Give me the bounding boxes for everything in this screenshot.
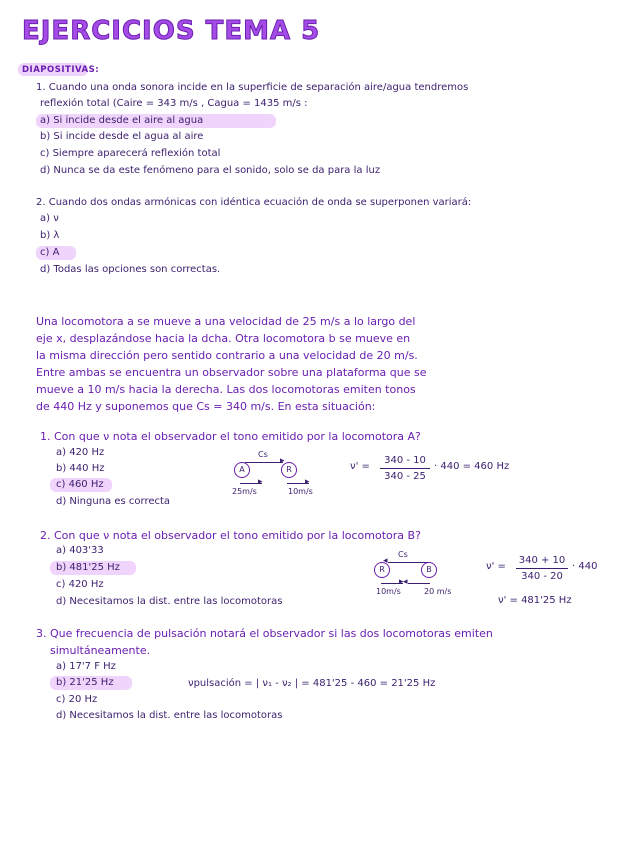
p1-question: 1. Con que ν nota el observador el tono emitido por la locomotora A? — [40, 430, 421, 443]
p1-cs-arrowhead-icon: ▸ — [280, 456, 285, 466]
p2-option-c: c) 420 Hz — [56, 579, 104, 590]
p1-formula-den: 340 - 25 — [384, 471, 426, 482]
q2-option-b: b) λ — [40, 230, 60, 241]
p2-option-d: d) Necesitamos la dist. entre las locomotoras — [56, 596, 283, 607]
p1-formula-num: 340 - 10 — [384, 455, 426, 466]
p1-option-a: a) 420 Hz — [56, 447, 105, 458]
p2-cs-label: Cs — [398, 550, 408, 559]
p3-option-d: d) Necesitamos la dist. entre las locomotoras — [56, 710, 283, 721]
problem-line-1: Una locomotora a se mueve a una velocidad de 25 m/s a lo largo del — [36, 315, 416, 328]
p2-formula-den: 340 - 20 — [521, 571, 563, 582]
p1-cs-arrow — [245, 462, 283, 463]
section-label: DIAPOSITIVAS: — [22, 65, 100, 75]
q1-line1: 1. Cuando una onda sonora incide en la superficie de separación aire/agua tendremos — [36, 82, 469, 93]
p2-vel-arrowhead-r-icon: ▸ — [399, 577, 404, 587]
q1-option-a: a) Si incide desde el aire al agua — [40, 115, 204, 126]
p2-cs-arrow — [388, 562, 428, 563]
problem-line-2: eje x, desplazándose hacia la dcha. Otra locomotora b se mueve en — [36, 332, 411, 345]
p1-vel-arrowhead-r-icon: ▸ — [305, 477, 310, 487]
p2-formula-bar — [516, 568, 568, 569]
p1-formula-bar — [380, 468, 430, 469]
p3-line1: 3. Que frecuencia de pulsación notará el observador si las dos locomotoras emiten — [36, 627, 493, 640]
q1-line2: reflexión total (Caire = 343 m/s , Cagua = 1435 m/s : — [40, 98, 308, 109]
p1-cs-label: Cs — [258, 450, 268, 459]
p3-option-c: c) 20 Hz — [56, 694, 98, 705]
p2-formula-result: ν' = 481'25 Hz — [498, 595, 572, 606]
p2-source-b: B — [421, 562, 437, 578]
q1-option-d: d) Nunca se da este fenómeno para el sonido, solo se da para la luz — [40, 165, 381, 176]
p1-option-d: d) Ninguna es correcta — [56, 496, 171, 507]
p1-option-c: c) 460 Hz — [56, 479, 104, 490]
p2-vel-b-label: 20 m/s — [424, 587, 452, 596]
p3-formula: νpulsación = | ν₁ - ν₂ | = 481'25 - 460 = 21'25 Hz — [188, 678, 436, 689]
p1-vel-a-label: 25m/s — [232, 487, 257, 496]
q2-line1: 2. Cuando dos ondas armónicas con idéntica ecuación de onda se superponen variará: — [36, 197, 472, 208]
p1-formula-lhs: ν' = — [350, 461, 370, 472]
p2-option-b: b) 481'25 Hz — [56, 562, 120, 573]
p2-formula-rhs: · 440 — [572, 561, 598, 572]
p2-formula-num: 340 + 10 — [518, 555, 566, 566]
p1-vel-r-label: 10m/s — [288, 487, 313, 496]
problem-line-4: Entre ambas se encuentra un observador sobre una plataforma que se — [36, 366, 427, 379]
q2-option-d: d) Todas las opciones son correctas. — [40, 264, 221, 275]
p1-vel-arrowhead-a-icon: ▸ — [258, 477, 263, 487]
problem-line-6: de 440 Hz y suponemos que Cs = 340 m/s. En esta situación: — [36, 400, 376, 413]
q1-option-c: c) Siempre aparecerá reflexión total — [40, 148, 221, 159]
problem-line-5: mueve a 10 m/s hacia la derecha. Las dos locomotoras emiten tonos — [36, 383, 416, 396]
p2-question: 2. Con que ν nota el observador el tono emitido por la locomotora B? — [40, 529, 421, 542]
q1-option-b: b) Si incide desde el agua al aire — [40, 131, 204, 142]
p2-cs-arrowhead-icon: ◂ — [383, 556, 388, 566]
q2-option-c: c) A — [40, 247, 60, 258]
p3-option-a: a) 17'7 F Hz — [56, 661, 116, 672]
p2-formula-lhs: ν' = — [486, 561, 506, 572]
p3-line2: simultáneamente. — [50, 644, 151, 657]
p1-formula-rhs: · 440 = 460 Hz — [434, 461, 510, 472]
p2-vel-r-label: 10m/s — [376, 587, 401, 596]
p1-option-b: b) 440 Hz — [56, 463, 105, 474]
p1-source-a: A — [234, 462, 250, 478]
p2-option-a: a) 403'33 — [56, 545, 104, 556]
p2-vel-arrowhead-b-icon: ◂ — [403, 577, 408, 587]
p3-option-b: b) 21'25 Hz — [56, 677, 114, 688]
q2-option-a: a) ν — [40, 213, 59, 224]
p1-observer-r: R — [281, 462, 297, 478]
p2-observer-r: R — [374, 562, 390, 578]
p2-vel-arrow-b — [408, 583, 430, 584]
page-title: EJERCICIOS TEMA 5 — [22, 16, 321, 46]
problem-line-3: la misma dirección pero sentido contrario a una velocidad de 20 m/s. — [36, 349, 418, 362]
